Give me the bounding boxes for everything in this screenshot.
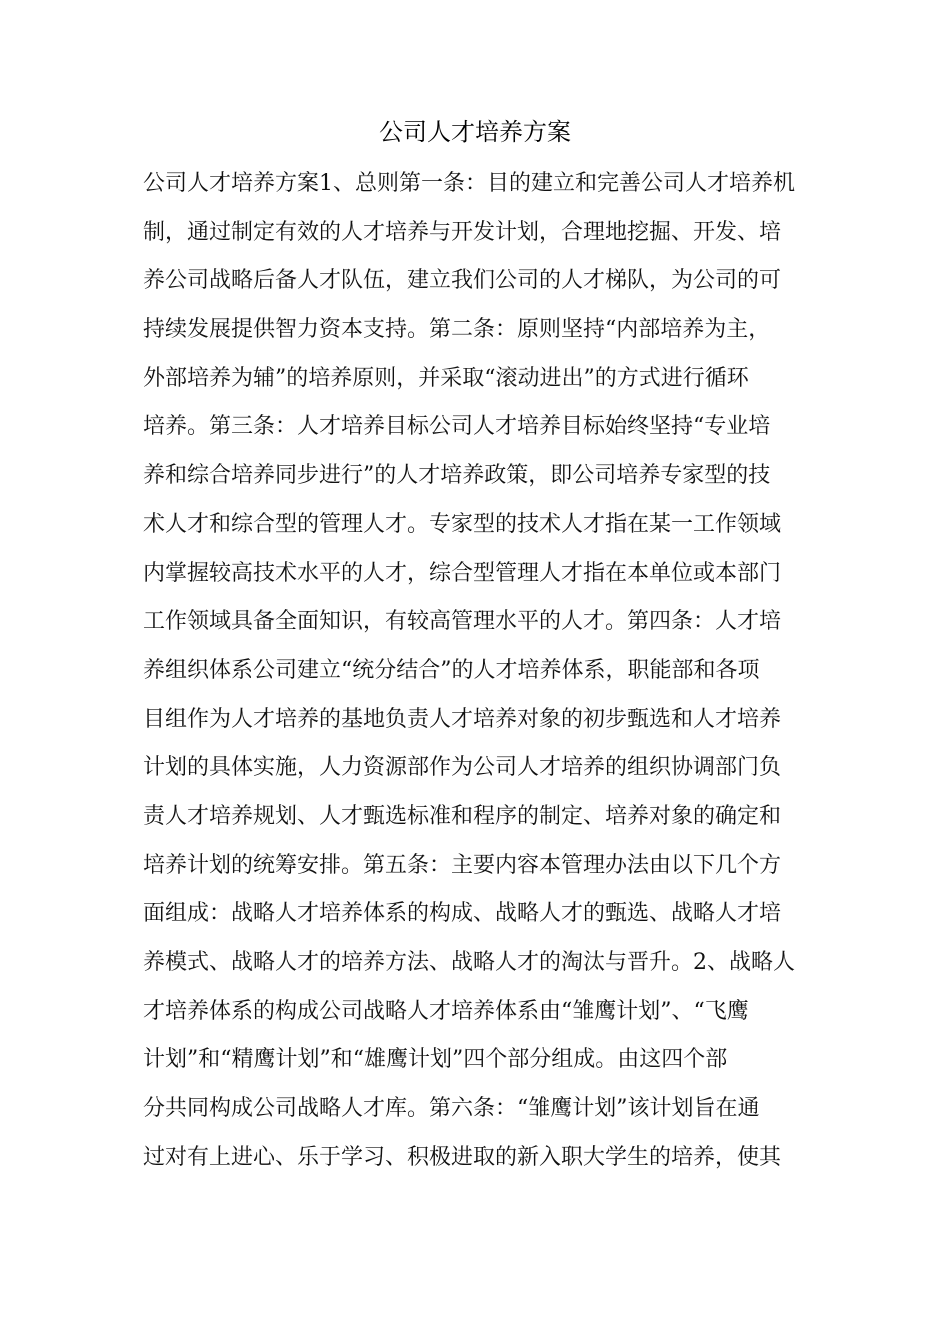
body-line: 内掌握较高技术水平的人才，综合型管理人才指在本单位或本部门 [143, 560, 782, 586]
body-line: 培养计划的统筹安排。第五条：主要内容本管理办法由以下几个方 [143, 852, 782, 878]
body-line: 持续发展提供智力资本支持。第二条：原则坚持“内部培养为主， [143, 317, 771, 343]
body-line: 养和综合培养同步进行”的人才培养政策，即公司培养专家型的技 [143, 463, 771, 489]
body-line: 公司人才培养方案1、总则第一条：目的建立和完善公司人才培养机 [143, 171, 795, 196]
body-line: 计划”和“精鹰计划”和“雄鹰计划”四个部分组成。由这四个部 [143, 1047, 728, 1073]
body-line: 才培养体系的构成公司战略人才培养体系由“雏鹰计划”、“飞鹰 [143, 998, 749, 1024]
document-body [143, 160, 803, 1182]
body-line: 目组作为人才培养的基地负责人才培养对象的初步甄选和人才培养 [143, 706, 782, 732]
body-line: 工作领域具备全面知识，有较高管理水平的人才。第四条：人才培 [143, 609, 782, 635]
body-line: 外部培养为辅”的培养原则，并采取“滚动进出”的方式进行循环 [143, 365, 749, 391]
body-line: 分共同构成公司战略人才库。第六条：“雏鹰计划”该计划旨在通 [143, 1096, 760, 1122]
body-line: 面组成：战略人才培养体系的构成、战略人才的甄选、战略人才培 [143, 901, 782, 927]
body-line: 过对有上进心、乐于学习、积极进取的新入职大学生的培养，使其 [143, 1144, 782, 1170]
body-line: 养组织体系公司建立“统分结合”的人才培养体系，职能部和各项 [143, 657, 760, 683]
body-line: 术人才和综合型的管理人才。专家型的技术人才指在某一工作领域 [143, 511, 782, 537]
document-title: 公司人才培养方案 [379, 118, 571, 146]
body-line: 培养。第三条：人才培养目标公司人才培养目标始终坚持“专业培 [143, 414, 771, 440]
body-line: 责人才培养规划、人才甄选标准和程序的制定、培养对象的确定和 [143, 803, 782, 829]
body-line: 养公司战略后备人才队伍，建立我们公司的人才梯队，为公司的可 [143, 268, 782, 294]
body-line: 养模式、战略人才的培养方法、战略人才的淘汰与晋升。2、战略人 [143, 950, 795, 975]
body-line: 制，通过制定有效的人才培养与开发计划，合理地挖掘、开发、培 [143, 219, 782, 245]
body-line: 计划的具体实施，人力资源部作为公司人才培养的组织协调部门负 [143, 755, 782, 781]
